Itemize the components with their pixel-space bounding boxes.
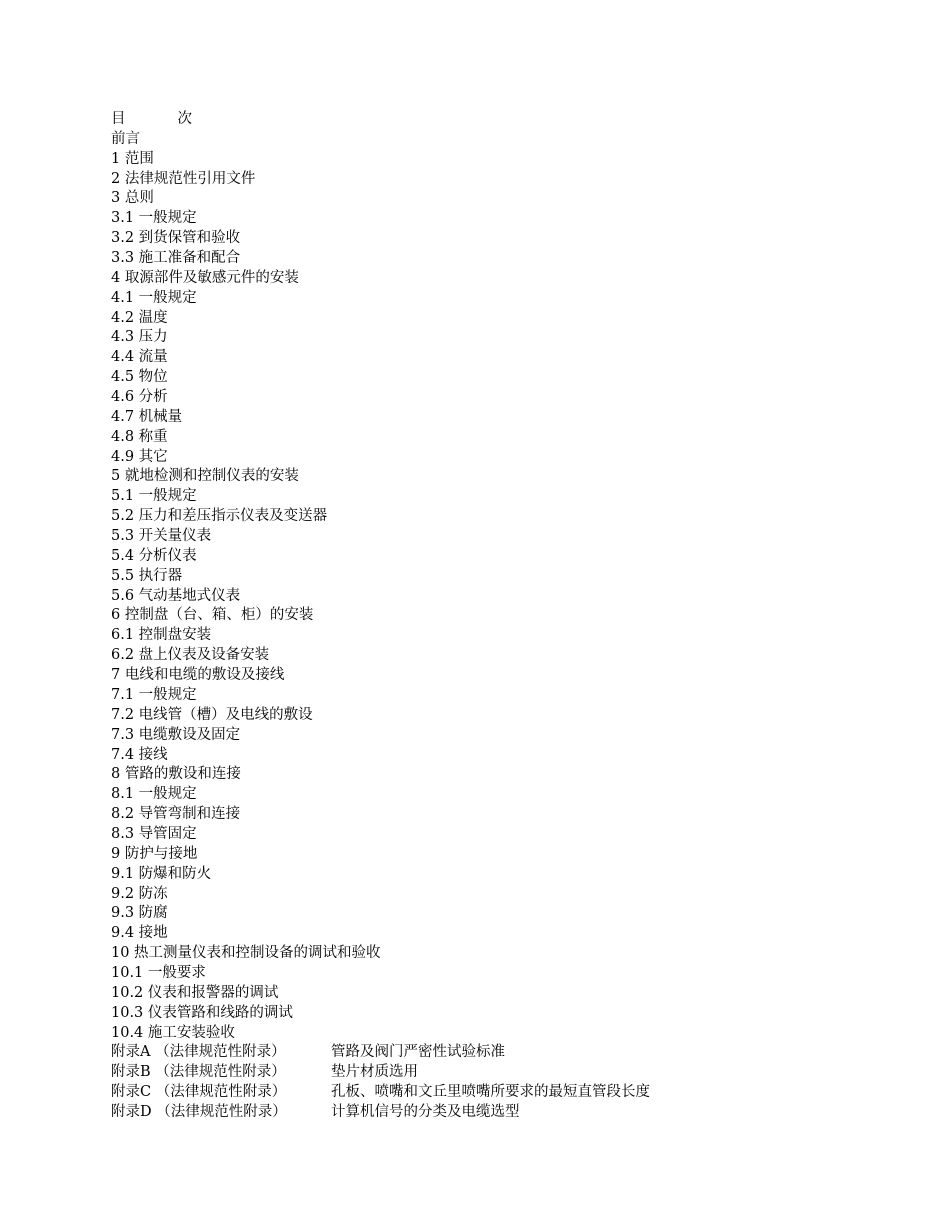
toc-appendix-entry[interactable] bbox=[111, 1063, 871, 1083]
toc-entry[interactable]: 2 法律规范性引用文件 bbox=[111, 170, 256, 187]
toc-entry[interactable]: 7.4 接线 bbox=[111, 746, 168, 763]
toc-entry[interactable]: 8.3 导管固定 bbox=[111, 825, 197, 842]
toc-entry[interactable]: 6.2 盘上仪表及设备安装 bbox=[111, 647, 270, 664]
appendix-description: 孔板、喷嘴和文丘里喷嘴所要求的最短直管段长度 bbox=[331, 1084, 650, 1101]
toc-entry[interactable]: 6.1 控制盘安装 bbox=[111, 627, 212, 644]
toc-entry[interactable]: 8 管路的敷设和连接 bbox=[111, 766, 241, 783]
table-of-contents bbox=[111, 110, 871, 1123]
toc-entry[interactable]: 9.3 防腐 bbox=[111, 905, 168, 922]
appendix-description: 管路及阀门严密性试验标准 bbox=[331, 1044, 505, 1061]
toc-entry[interactable]: 前言 bbox=[111, 130, 140, 147]
appendix-label: 附录A （法律规范性附录） bbox=[111, 1044, 286, 1061]
toc-entry[interactable]: 5 就地检测和控制仪表的安装 bbox=[111, 468, 299, 485]
toc-entry[interactable]: 4.6 分析 bbox=[111, 389, 168, 406]
toc-title bbox=[111, 110, 871, 130]
toc-entry[interactable]: 10.2 仪表和报警器的调试 bbox=[111, 984, 279, 1001]
toc-entry[interactable]: 7.2 电线管（槽）及电线的敷设 bbox=[111, 706, 313, 723]
appendix-label: 附录B （法律规范性附录） bbox=[111, 1064, 286, 1081]
toc-appendix-entry[interactable] bbox=[111, 1043, 871, 1063]
toc-entry[interactable]: 9 防护与接地 bbox=[111, 845, 198, 862]
toc-entry[interactable]: 10.4 施工安装验收 bbox=[111, 1024, 235, 1041]
toc-entry[interactable]: 4.2 温度 bbox=[111, 309, 168, 326]
toc-entry[interactable]: 4.9 其它 bbox=[111, 448, 168, 465]
appendix-label: 附录C （法律规范性附录） bbox=[111, 1084, 287, 1101]
toc-entry[interactable]: 4.7 机械量 bbox=[111, 408, 183, 425]
toc-items bbox=[111, 130, 871, 1044]
toc-title-right: 次 bbox=[177, 111, 192, 127]
toc-entry[interactable]: 3.2 到货保管和验收 bbox=[111, 230, 241, 247]
toc-entry[interactable]: 4.5 物位 bbox=[111, 369, 168, 386]
toc-entry[interactable]: 10.3 仪表管路和线路的调试 bbox=[111, 1004, 293, 1021]
toc-entry[interactable]: 3.3 施工准备和配合 bbox=[111, 250, 241, 267]
toc-appendix-entry[interactable] bbox=[111, 1103, 871, 1123]
toc-entry[interactable]: 7 电线和电缆的敷设及接线 bbox=[111, 667, 285, 684]
toc-title-left: 目 bbox=[111, 111, 126, 127]
toc-entry[interactable]: 4 取源部件及敏感元件的安装 bbox=[111, 269, 299, 286]
toc-entry[interactable]: 10.1 一般要求 bbox=[111, 964, 206, 981]
toc-entry[interactable]: 7.3 电缆敷设及固定 bbox=[111, 726, 241, 743]
toc-entry[interactable]: 4.4 流量 bbox=[111, 349, 168, 366]
appendix-description: 垫片材质选用 bbox=[331, 1064, 418, 1081]
toc-entry[interactable]: 5.2 压力和差压指示仪表及变送器 bbox=[111, 508, 328, 525]
toc-entry[interactable]: 7.1 一般规定 bbox=[111, 686, 197, 703]
toc-entry[interactable]: 9.2 防冻 bbox=[111, 885, 168, 902]
toc-entry[interactable]: 4.3 压力 bbox=[111, 329, 168, 346]
toc-entry[interactable]: 5.4 分析仪表 bbox=[111, 547, 197, 564]
toc-entry[interactable]: 5.6 气动基地式仪表 bbox=[111, 587, 241, 604]
appendix-description: 计算机信号的分类及电缆选型 bbox=[331, 1103, 520, 1120]
toc-entry[interactable]: 8.1 一般规定 bbox=[111, 786, 197, 803]
toc-entry[interactable]: 4.1 一般规定 bbox=[111, 289, 197, 306]
appendix-label: 附录D （法律规范性附录） bbox=[111, 1103, 287, 1120]
toc-entry[interactable]: 6 控制盘（台、箱、柜）的安装 bbox=[111, 607, 314, 624]
toc-entry[interactable]: 5.1 一般规定 bbox=[111, 488, 197, 505]
toc-entry[interactable]: 10 热工测量仪表和控制设备的调试和验收 bbox=[111, 945, 381, 962]
toc-entry[interactable]: 4.8 称重 bbox=[111, 428, 168, 445]
toc-entry[interactable]: 9.4 接地 bbox=[111, 925, 168, 942]
toc-appendix-entry[interactable] bbox=[111, 1083, 871, 1103]
toc-entry[interactable]: 9.1 防爆和防火 bbox=[111, 865, 212, 882]
toc-appendices bbox=[111, 1043, 871, 1122]
toc-entry[interactable]: 1 范围 bbox=[111, 150, 154, 167]
toc-entry[interactable]: 5.5 执行器 bbox=[111, 567, 183, 584]
toc-entry[interactable]: 8.2 导管弯制和连接 bbox=[111, 806, 241, 823]
toc-entry[interactable]: 3 总则 bbox=[111, 190, 154, 207]
toc-entry[interactable]: 5.3 开关量仪表 bbox=[111, 528, 212, 545]
toc-entry[interactable]: 3.1 一般规定 bbox=[111, 210, 197, 227]
